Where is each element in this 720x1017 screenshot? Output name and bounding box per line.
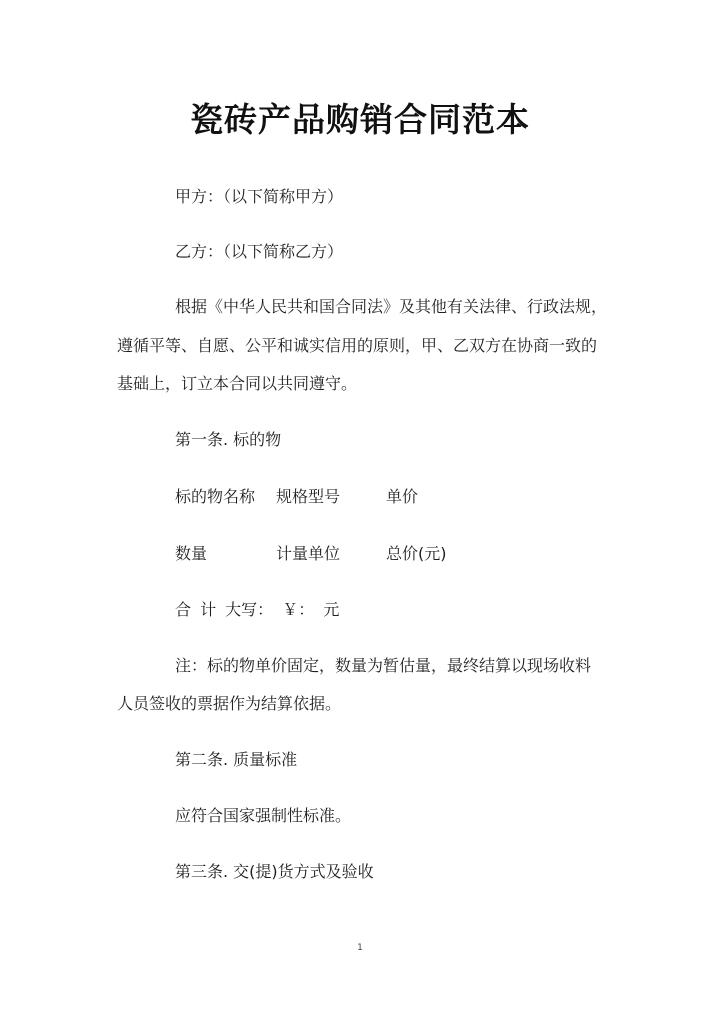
table-header-unit-price: 单价 — [386, 487, 419, 506]
note-line-1: 注：标的物单价固定，数量为暂估量，最终结算以现场收料 — [175, 656, 592, 675]
document-title: 瓷砖产品购销合同范本 — [190, 100, 530, 139]
preamble-line-3: 基础上，订立本合同以共同遵守。 — [117, 374, 358, 393]
table-header-measure-unit: 计量单位 — [276, 544, 341, 563]
article-2-heading: 第二条. 质量标准 — [175, 750, 298, 769]
table-header-quantity: 数量 — [175, 544, 208, 563]
article-1-heading: 第一条. 标的物 — [175, 430, 282, 449]
table-header-total-price: 总价(元) — [386, 544, 447, 563]
table-header-item-name: 标的物名称 — [175, 487, 256, 506]
page-number: 1 — [357, 943, 363, 953]
article-2-body: 应符合国家强制性标准。 — [175, 806, 352, 825]
article-3-heading: 第三条. 交(提)货方式及验收 — [175, 862, 374, 881]
preamble-line-1: 根据《中华人民共和国合同法》及其他有关法律、行政法规， — [175, 297, 608, 316]
preamble-line-2: 遵循平等、自愿、公平和诚实信用的原则，甲、乙双方在协商一致的 — [117, 336, 598, 355]
party-b-line: 乙方：（以下简称乙方） — [175, 242, 344, 261]
note-line-2: 人员签收的票据作为结算依据。 — [117, 694, 342, 713]
total-amount-line: 合 计 大写： ￥： 元 — [175, 600, 340, 619]
party-a-line: 甲方：（以下简称甲方） — [175, 187, 344, 206]
table-header-spec: 规格型号 — [276, 487, 341, 506]
